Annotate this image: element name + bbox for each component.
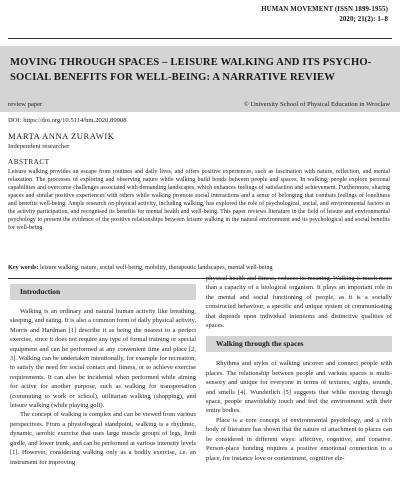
- article-title: MOVING THROUGH SPACES – LEISURE WALKING AND ITS PSYCHO-SOCIAL BENEFITS FOR WELL-BEING: A NARRATIVE REVIEW: [10, 57, 372, 83]
- doi-link[interactable]: DOI: https://doi.org/10.5114/hm.2020.89908: [8, 117, 127, 124]
- article-type: review paper: [8, 101, 43, 108]
- spaces-paragraph-2: Place is a core concept of environmental psychology, and a rich body of literature has shown that the nature of attachment to places can be considered in different ways: affective, cognitive, and conative. Person-place bonding requires a positive emotional connection to a place, for instance love or contentment, cognitive ele-: [206, 416, 392, 462]
- journal-header: [261, 5, 388, 25]
- keywords-label: Key words:: [8, 264, 39, 271]
- journal-issue: 2020; 21(2): 1–8: [339, 16, 388, 23]
- keywords-list: leisure walking, nature, social well-being, mobility, therapeutic landscapes, mental well-being: [38, 264, 273, 271]
- abstract-heading: ABSTRACT: [8, 158, 50, 166]
- intro-paragraph-2: The concept of walking is complex and can be viewed from various perspectives. From a physiological standpoint, walking is a rhythmic, dynamic, aerobic exercise that uses large muscle groups of legs, limb girdle, and lower trunk, and can be performed at various intensity levels [1]. However, considering walking only as a bodily exercise, i.e. an instrument for improving: [10, 411, 196, 466]
- keywords: [8, 264, 390, 272]
- introduction-heading: Introduction: [10, 284, 196, 300]
- left-column: [10, 284, 196, 500]
- spaces-paragraph-1: Rhythms and styles of walking uncover and connect people with places. The relationship between people and various spaces is multi-sensory and unique for everyone in terms of textures, sights, sounds, and smells [4]. Wunderlich [5] suggests that while moving through space, people unavoidably touch and feel the environment with their entire bodies.: [206, 360, 392, 415]
- abstract-text: Leisure walking provides an escape from routines and daily lives, and offers positive experiences, such as fascination with nature, reflection, and mental relaxation. The processes of exploring and observing nature while walking build bonds between people and spaces. In walking, people explore personal capabilities and overcome challenges associated with demanding landscapes, which enhances feelings of satisfaction and achievement. Furthermore, sharing spaces and similar positive experiences with others while walking promote social interactions and a sense of belonging that combats feelings of loneliness and benefits well-being. Ample research on physical activity, including walking, has explored the role of psychological, social, and environmental factors in the activity participation, and recognised its benefits for mental health and well-being. This paper reviews literature in the field of leisure and environmental psychology to present the evidence of the positive relationships between leisure walking in the natural environment and its psychological and social benefits for well-being.: [8, 169, 390, 231]
- meta-row: [8, 100, 390, 109]
- author-affiliation: Independent researcher: [8, 143, 70, 150]
- intro-paragraph-1: Walking is an ordinary and natural human activity like breathing, sleeping, and eating. It is also a common form of daily physical activity. Morris and Hardman [1] describe it as being the nearest to a perfect exercise, since it does not require any type of formal training or special equipment and can be performed at any convenient time and place [2, 3]. Walking can be undertaken intentionally, for example for recreation, to satisfy the need for social contact and fitness, or to achieve exercise requirements. It can also be incidental when performed while aiming for active for another purpose, such as walking for transportation (commuting to work or school), utilitarian walking (shopping), and leisure walking (while playing golf).: [10, 308, 196, 410]
- header-rule: [8, 38, 392, 39]
- author-name: MARTA ANNA ZURAWIK: [8, 131, 115, 141]
- intro-paragraph-continued: physical health and fitness, reduces its meaning. Walking is much more than a capacity of a biological organism. It plays an important role in the mental and social functioning of people, as it is a socially constructed behaviour, a specific and unique system of communicating that depends upon individual intentions and distinctive qualities of spaces.: [206, 275, 392, 330]
- journal-name: HUMAN MOVEMENT (ISSN 1899-1955): [261, 6, 388, 13]
- right-column: [206, 274, 392, 500]
- copyright-notice: © University School of Physical Education in Wroclaw: [243, 101, 390, 108]
- walking-spaces-heading: Walking through the spaces: [206, 336, 392, 352]
